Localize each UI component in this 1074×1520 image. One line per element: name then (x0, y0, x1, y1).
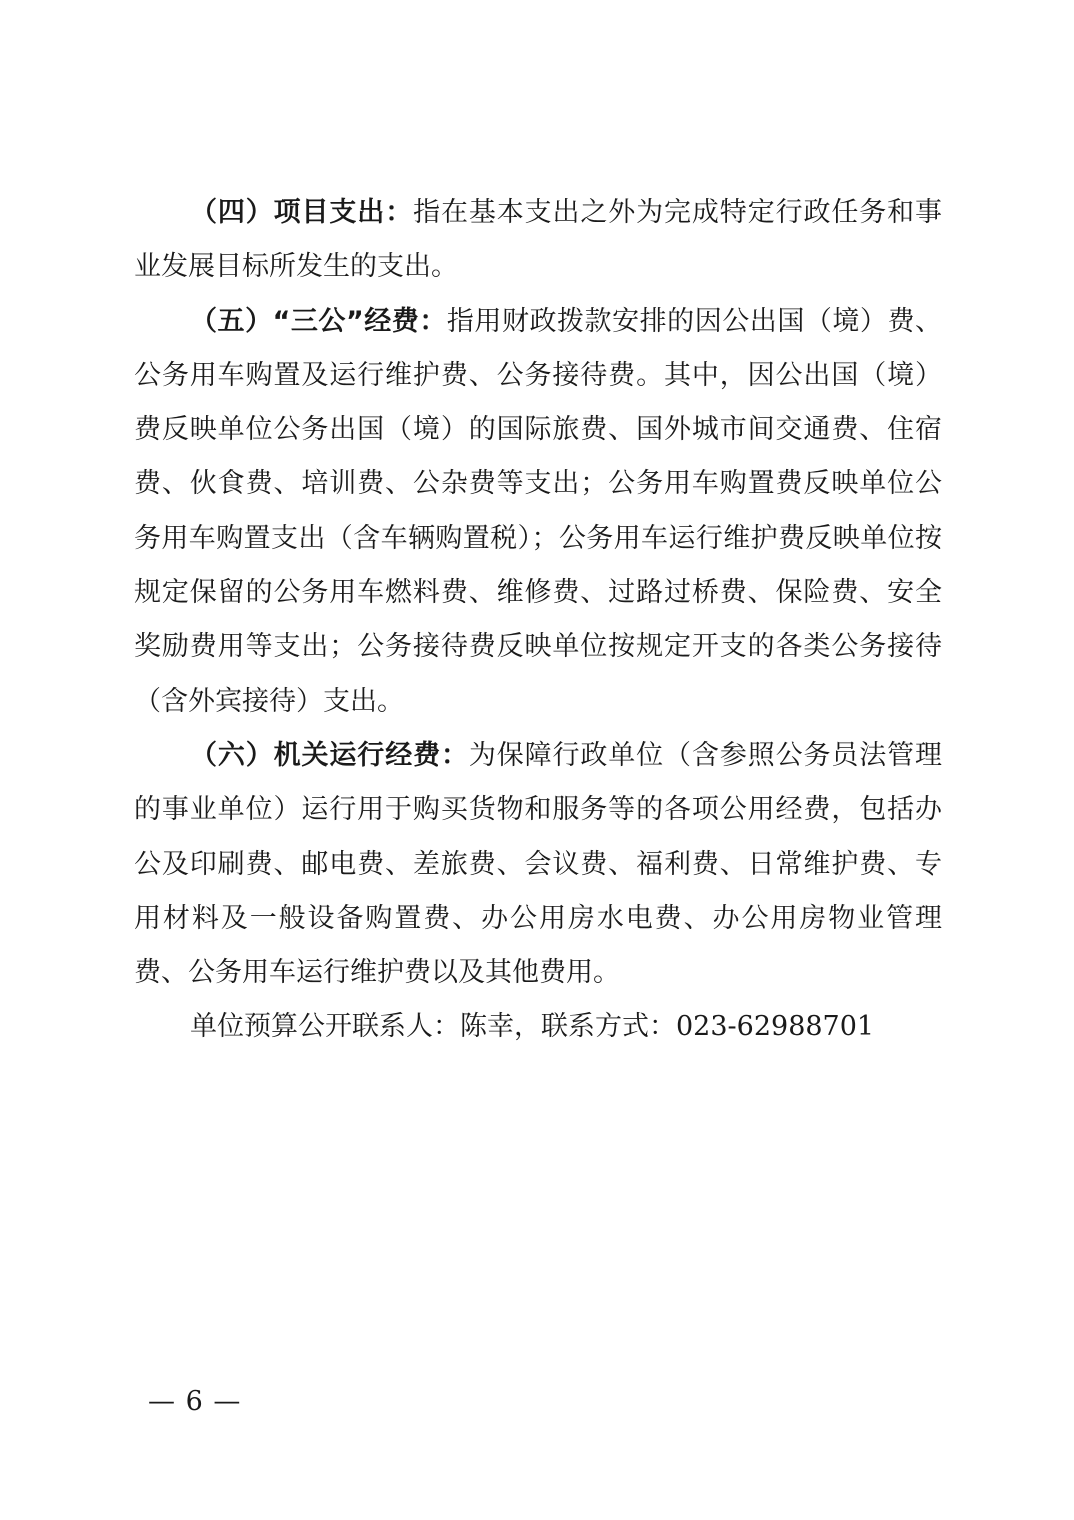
paragraph-operating-expenses (134, 729, 942, 1000)
paragraph-text: 指用财政拨款安排的因公出国（境）费、公务用车购置及运行维护费、公务接待费。其中，因公出国（境）费反映单位公务出国（境）的国际旅费、国外城市间交通费、住宿费、伙食费、培训费、公杂费等支出；公务用车购置费反映单位公务用车购置支出（含车辆购置税）；公务用车运行维护费反映单位按规定保留的公务用车燃料费、维修费、过路过桥费、保险费、安全奖励费用等支出；公务接待费反映单位按规定开支的各类公务接待（含外宾接待）支出。 (134, 305, 943, 717)
document-body (134, 186, 942, 1055)
paragraph-heading: （四）项目支出： (190, 197, 414, 228)
paragraph-project-expenditure (134, 186, 942, 295)
paragraph-text: 指在基本支出之外为完成特定行政任务和事业发展目标所发生的支出。 (134, 197, 943, 283)
paragraph-heading: （六）机关运行经费： (190, 739, 469, 771)
contact-line: 单位预算公开联系人：陈幸，联系方式：023-62988701 (190, 1011, 875, 1043)
paragraph-heading: （五）“三公”经费： (190, 305, 447, 337)
page-number: — 6 — (148, 1386, 242, 1417)
paragraph-text: 为保障行政单位（含参照公务员法管理的事业单位）运行用于购买货物和服务等的各项公用经费，包括办公及印刷费、邮电费、差旅费、会议费、福利费、日常维护费、专用材料及一般设备购置费、办公用房水电费、办公用房物业管理费、公务用车运行维护费以及其他费用。 (134, 739, 943, 989)
paragraph-three-public-expenses (134, 295, 942, 729)
